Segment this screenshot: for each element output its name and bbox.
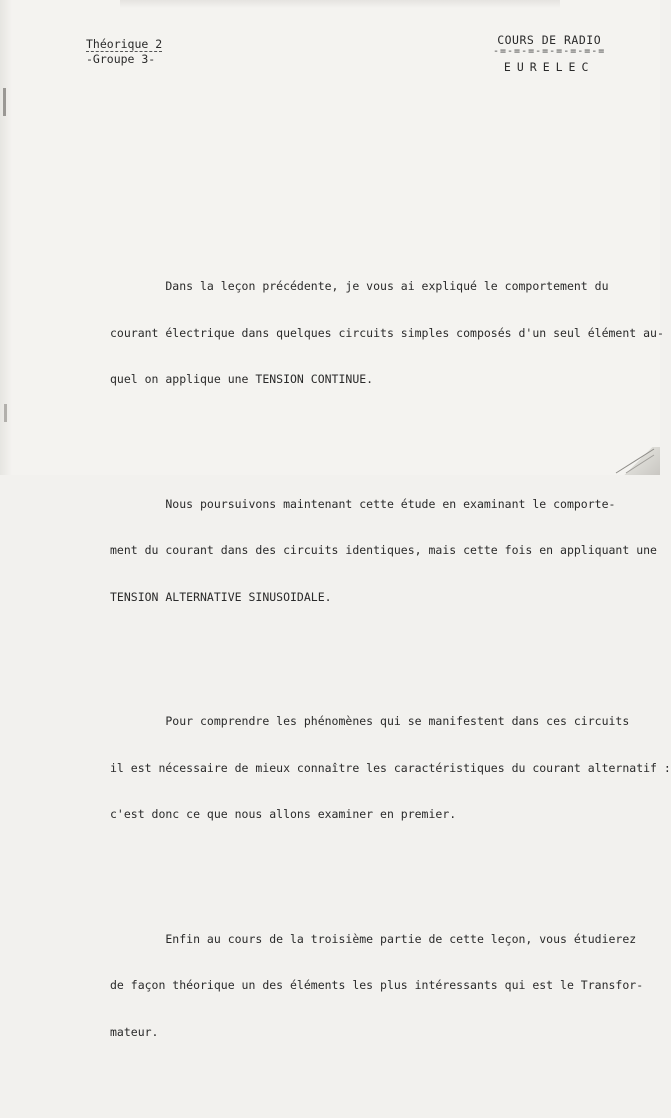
paragraph-line: ment du courant dans des circuits identiques, mais cette fois en appliquant une (110, 543, 657, 557)
paragraph-line: c'est donc ce que nous allons examiner en premier. (110, 807, 457, 821)
top-shadow (120, 0, 560, 8)
header-right (493, 34, 605, 74)
paragraph-4 (110, 901, 645, 1072)
paragraph-1 (110, 248, 664, 419)
brand-name: EURELEC (503, 60, 595, 74)
group-label: -Groupe 3- (86, 52, 156, 66)
binding-mark-lower (4, 404, 7, 422)
page-curl-edge (596, 447, 656, 473)
header-left (86, 37, 162, 66)
binding-mark (3, 88, 6, 116)
paragraph-3 (110, 683, 671, 854)
paragraph-line: Dans la leçon précédente, je vous ai expliqué le comportement du (110, 279, 609, 293)
paragraph-line: mateur. (110, 1024, 159, 1039)
course-title: COURS DE RADIO (497, 33, 602, 47)
paragraph-line: il est nécessaire de mieux connaître les caractéristiques du courant alternatif : (110, 760, 671, 775)
paragraph-line: TENSION ALTERNATIVE SINUSOIDALE. (110, 589, 332, 604)
paragraph-2 (110, 466, 657, 637)
paragraph-line: de façon théorique un des éléments les plus intéressants qui est le Transfor- (110, 978, 644, 992)
course-section: Théorique 2 (86, 37, 163, 51)
paragraph-line: Pour comprendre les phénomènes qui se manifestent dans ces circuits (110, 714, 630, 728)
paragraph-line: Enfin au cours de la troisième partie de cette leçon, vous étudierez (110, 931, 637, 946)
paragraph-line: Nous poursuivons maintenant cette étude en examinant le comporte- (110, 496, 616, 511)
body-text (110, 217, 671, 1118)
paragraph-line: quel on applique une TENSION CONTINUE. (110, 372, 374, 386)
title-rule: -=-=-=-=-=-=-=-= (493, 46, 606, 57)
paragraph-line: courant électrique dans quelques circuits simples composés d'un seul élément au- (110, 325, 664, 340)
